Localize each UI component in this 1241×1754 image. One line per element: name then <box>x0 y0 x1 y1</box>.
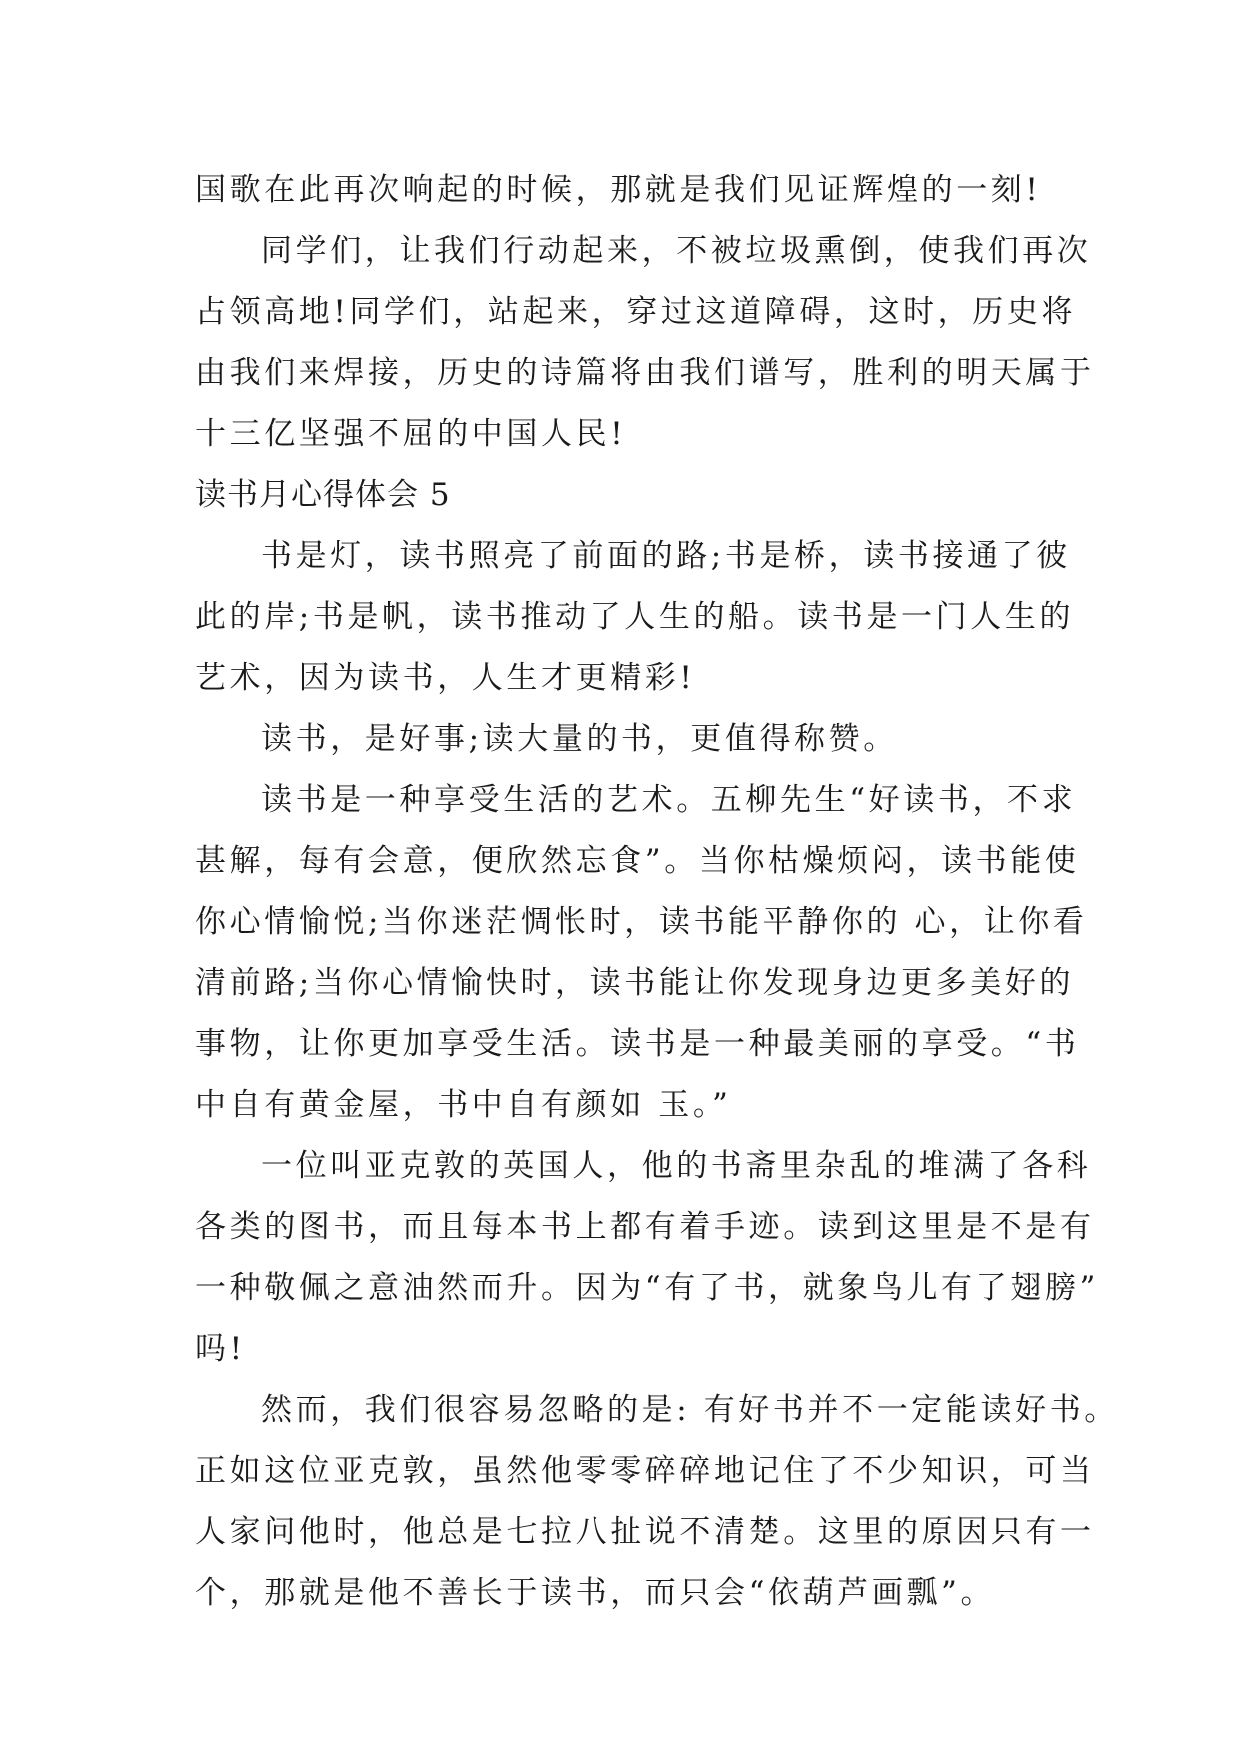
paragraph-start-line: 读书，是好事;读大量的书，更值得称赞。 <box>261 721 898 757</box>
text-line: 你心情愉悦;当你迷茫惆怅时，读书能平静你的 心，让你看 <box>195 904 1088 940</box>
text-line: 清前路;当你心情愉快时，读书能让你发现身边更多美好的 <box>195 965 1075 1001</box>
text-line: 事物，让你更加享受生活。读书是一种最美丽的享受。“书 <box>195 1026 1080 1062</box>
text-line: 国歌在此再次响起的时候，那就是我们见证辉煌的一刻! <box>195 172 1042 208</box>
paragraph-start-line: 书是灯，读书照亮了前面的路;书是桥，读书接通了彼 <box>261 538 1071 574</box>
paragraph-start-line: 读书是一种享受生活的艺术。五柳先生“好读书，不求 <box>261 782 1077 818</box>
paragraph-start-line: 同学们，让我们行动起来，不被垃圾熏倒，使我们再次 <box>261 233 1092 269</box>
text-line: 占领高地!同学们，站起来，穿过这道障碍，这时，历史将 <box>195 294 1077 330</box>
paragraph-start-line: 然而，我们很容易忽略的是: 有好书并不一定能读好书。 <box>261 1392 1119 1428</box>
document-page <box>195 160 1119 1624</box>
text-line: 由我们来焊接，历史的诗篇将由我们谱写，胜利的明天属于 <box>195 355 1095 391</box>
text-line: 正如这位亚克敦，虽然他零零碎碎地记住了不少知识，可当 <box>195 1453 1095 1489</box>
text-line: 吗! <box>195 1331 246 1367</box>
text-line: 个，那就是他不善长于读书，而只会“依葫芦画瓢”。 <box>195 1575 996 1611</box>
text-line: 十三亿坚强不屈的中国人民! <box>195 416 627 452</box>
section-heading: 读书月心得体会 5 <box>195 477 451 513</box>
text-line: 一种敬佩之意油然而升。因为“有了书，就象鸟儿有了翅膀” <box>195 1270 1099 1306</box>
text-line: 此的岸;书是帆，读书推动了人生的船。读书是一门人生的 <box>195 599 1075 635</box>
text-line: 中自有黄金屋，书中自有颜如 玉。” <box>195 1087 732 1123</box>
text-line: 人家问他时，他总是七拉八扯说不清楚。这里的原因只有一 <box>195 1514 1095 1550</box>
text-line: 各类的图书，而且每本书上都有着手迹。读到这里是不是有 <box>195 1209 1095 1245</box>
text-line: 甚解，每有会意，便欣然忘食”。当你枯燥烦闷，读书能使 <box>195 843 1080 879</box>
text-line: 艺术，因为读书，人生才更精彩! <box>195 660 696 696</box>
paragraph-start-line: 一位叫亚克敦的英国人，他的书斋里杂乱的堆满了各科 <box>261 1148 1092 1184</box>
